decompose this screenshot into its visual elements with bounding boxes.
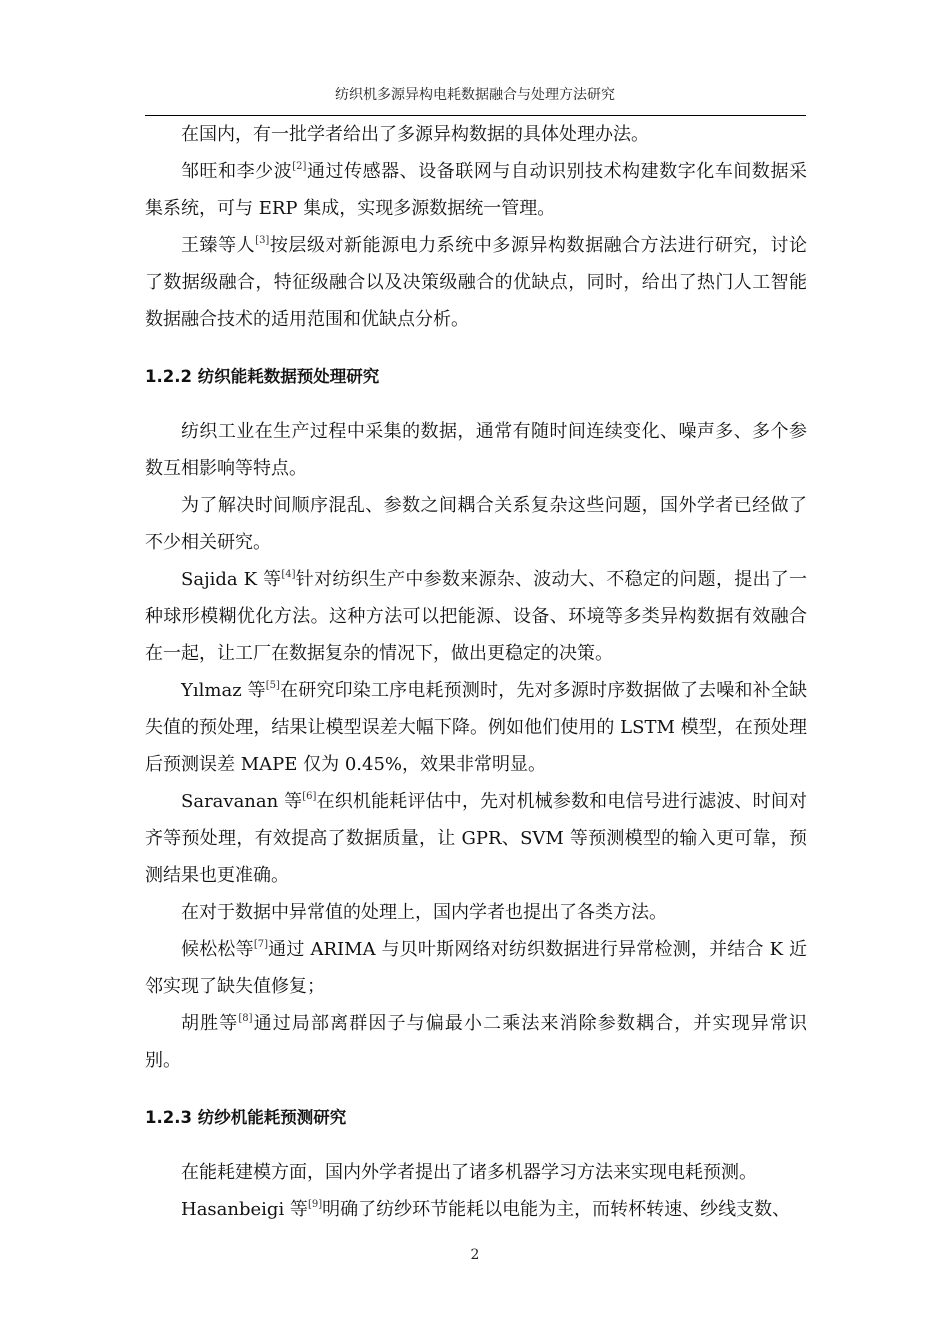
citation-ref[interactable]: [4]: [281, 569, 296, 580]
citation-ref[interactable]: [2]: [292, 161, 307, 172]
paragraph: 在能耗建模方面，国内外学者提出了诸多机器学习方法来实现电耗预测。: [181, 1162, 757, 1183]
paragraph: 邹旺和李少波[2]通过传感器、设备联网与自动识别技术构建数字化车间数据采集系统，可与 ERP 集成，实现多源数据统一管理。: [145, 161, 808, 219]
paragraph: Yılmaz 等[5]在研究印染工序电耗预测时，先对多源时序数据做了去噪和补全缺失值的预处理，结果让模型误差大幅下降。例如他们使用的 LSTM 模型，在预处理后预测误差 MAPE 仅为 0.45%，效果非常明显。: [145, 680, 808, 775]
paragraph: 在国内，有一批学者给出了多源异构数据的具体处理办法。: [181, 124, 649, 145]
running-header: 纺织机多源异构电耗数据融合与处理方法研究: [335, 87, 615, 103]
page-number: 2: [470, 1247, 480, 1263]
citation-ref[interactable]: [6]: [302, 791, 317, 802]
citation-ref[interactable]: [8]: [238, 1013, 253, 1024]
paragraph: Saravanan 等[6]在织机能耗评估中，先对机械参数和电信号进行滤波、时间对齐等预处理，有效提高了数据质量，让 GPR、SVM 等预测模型的输入更可靠，预测结果也更准确。: [145, 791, 808, 886]
paragraph: 为了解决时间顺序混乱、参数之间耦合关系复杂这些问题，国外学者已经做了不少相关研究。: [145, 495, 807, 553]
paragraph: 纺织工业在生产过程中采集的数据，通常有随时间连续变化、噪声多、多个参数互相影响等特点。: [145, 421, 807, 479]
citation-ref[interactable]: [3]: [255, 235, 270, 246]
citation-ref[interactable]: [7]: [253, 939, 268, 950]
citation-ref[interactable]: [5]: [265, 680, 280, 691]
paragraph: 在对于数据中异常值的处理上，国内学者也提出了各类方法。: [181, 902, 667, 923]
citation-ref[interactable]: [9]: [307, 1199, 323, 1210]
paragraph: 王臻等人[3]按层级对新能源电力系统中多源异构数据融合方法进行研究，讨论了数据级融合，特征级融合以及决策级融合的优缺点，同时，给出了热门人工智能数据融合技术的适用范围和优缺点分析。: [145, 235, 808, 330]
paragraph: Hasanbeigi 等[9]明确了纺纱环节能耗以电能为主，而转杯转速、纱线支数、: [181, 1199, 791, 1220]
page-body: [145, 116, 807, 1228]
paragraph: 候松松等[7]通过 ARIMA 与贝叶斯网络对纺织数据进行异常检测，并结合 K 近邻实现了缺失值修复；: [145, 939, 807, 997]
paragraph: 胡胜等[8]通过局部离群因子与偏最小二乘法来消除参数耦合，并实现异常识别。: [145, 1013, 807, 1071]
section-heading: 1.2.3 纺纱机能耗预测研究: [145, 1108, 347, 1127]
paragraph: Sajida K 等[4]针对纺织生产中参数来源杂、波动大、不稳定的问题，提出了一种球形模糊优化方法。这种方法可以把能源、设备、环境等多类异构数据有效融合在一起，让工厂在数据复杂的情况下，做出更稳定的决策。: [145, 569, 808, 664]
section-heading: 1.2.2 纺织能耗数据预处理研究: [145, 367, 380, 386]
